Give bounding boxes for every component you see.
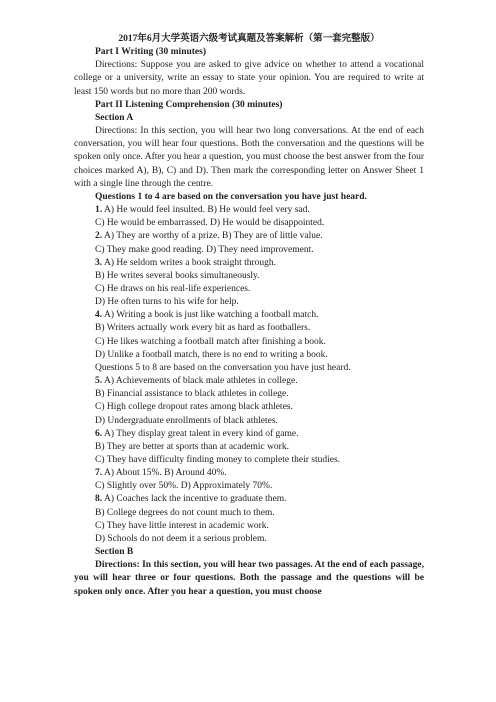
- option-a: A) Achievements of black male athletes in college.: [103, 376, 298, 387]
- option-a: A) Writing a book is just like watching a football match.: [103, 310, 319, 321]
- part1-heading: Part I Writing (30 minutes): [95, 47, 207, 58]
- question-1: [74, 204, 424, 217]
- question-2-options-ab: A) They are worthy of a prize. B) They are of little value.: [103, 231, 323, 242]
- question-number: 3.: [95, 257, 103, 268]
- question-number: 4.: [95, 310, 103, 321]
- sectionB-label: Section B: [95, 547, 134, 558]
- option-d: D) He often turns to his wife for help.: [95, 297, 239, 308]
- option-c: C) High college dropout rates among black athletes.: [95, 402, 293, 413]
- sectionA-directions: Directions: In this section, you will hear two long conversations. At the end of each conversation, you will hear four questions. Both the conversation and the questions will be spoken only once. After you hear a question, you must choose the best answer from the four choices marked A), B), C) and D). Then mark the corresponding letter on Answer Sheet 1 with a single line through the centre.: [74, 126, 424, 189]
- option-b: B) College degrees do not count much to them.: [95, 507, 275, 518]
- question-8: [74, 493, 424, 506]
- group2-header: Questions 5 to 8 are based on the conversation you have just heard.: [95, 362, 351, 373]
- part2-heading: Part II Listening Comprehension (30 minutes): [95, 99, 283, 110]
- option-b: B) They are better at sports than at academic work.: [95, 441, 289, 452]
- question-number: 2.: [95, 231, 103, 242]
- question-1-options-cd: C) He would be embarrassed. D) He would be disappointed.: [95, 218, 325, 229]
- option-b: B) Financial assistance to black athletes in college.: [95, 389, 289, 400]
- question-7-options-ab: A) About 15%. B) Around 40%.: [103, 468, 227, 479]
- question-3: [74, 257, 424, 270]
- question-7: [74, 467, 424, 480]
- question-1-options-ab: A) He would feel insulted. B) He would feel very sad.: [103, 205, 310, 216]
- option-c: C) They have difficulty finding money to complete their studies.: [95, 455, 341, 465]
- option-b: B) Writers actually work every bit as hard as footballers.: [95, 323, 311, 334]
- page-title: 2017年6月大学英语六级考试真题及答案解析（第一套完整版）: [118, 34, 380, 44]
- question-5: [74, 375, 424, 388]
- question-number: 8.: [95, 494, 103, 505]
- question-number: 7.: [95, 468, 103, 479]
- question-number: 6.: [95, 428, 103, 439]
- question-7-options-cd: C) Slightly over 50%. D) Approximately 70%.: [95, 481, 273, 492]
- question-2: [74, 230, 424, 243]
- part1-directions: Directions: Suppose you are asked to give advice on whether to attend a vocational college or a university, write an essay to state your opinion. You are required to write at least 150 words but no more than 200 words.: [74, 60, 424, 97]
- option-b: B) He writes several books simultaneously.: [95, 270, 260, 281]
- option-c: C) They have little interest in academic work.: [95, 520, 269, 531]
- question-2-options-cd: C) They make good reading. D) They need improvement.: [95, 244, 314, 255]
- question-4: [74, 309, 424, 322]
- option-d: D) Undergraduate enrollments of black athletes.: [95, 415, 278, 426]
- question-number: 5.: [95, 376, 103, 387]
- option-a: A) Coaches lack the incentive to graduate them.: [103, 494, 287, 505]
- question-number: 1.: [95, 205, 103, 216]
- option-a: A) He seldom writes a book straight through.: [103, 257, 277, 268]
- question-6: [74, 428, 424, 441]
- exam-page: [74, 33, 424, 599]
- sectionB-directions: Directions: In this section, you will hear two passages. At the end of each passage, you will hear three or four questions. Both the passage and the questions will be spoken only once. After you hear a question, you must choose: [74, 560, 424, 597]
- option-c: C) He likes watching a football match after finishing a book.: [95, 336, 326, 347]
- sectionA-label: Section A: [95, 112, 134, 123]
- group1-header: Questions 1 to 4 are based on the conversation you have just heard.: [95, 191, 367, 202]
- option-d: D) Unlike a football match, there is no end to writing a book.: [95, 349, 328, 360]
- option-c: C) He draws on his real-life experiences.: [95, 283, 251, 294]
- option-a: A) They display great talent in every kind of game.: [103, 428, 299, 439]
- option-d: D) Schools do not deem it a serious problem.: [95, 533, 267, 544]
